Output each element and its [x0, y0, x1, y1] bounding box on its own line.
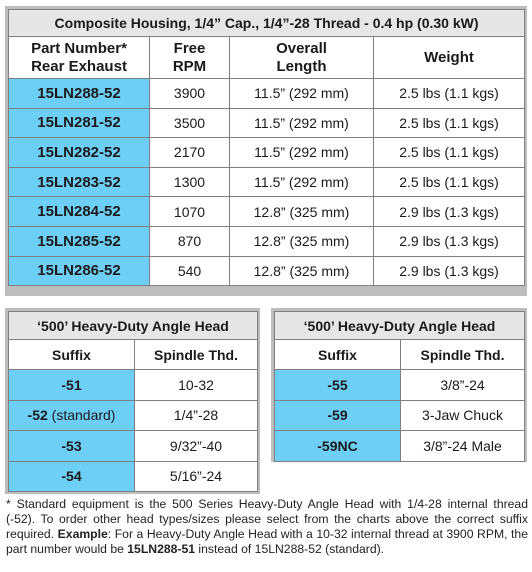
- weight-cell: 2.9 lbs (1.3 kgs): [374, 226, 525, 256]
- header-suffix: Suffix: [275, 340, 401, 370]
- table-row: [9, 370, 258, 401]
- angle-head-title: ‘500’ Heavy-Duty Angle Head: [9, 312, 258, 340]
- length-cell: 12.8” (325 mm): [230, 197, 374, 227]
- table-row: [9, 108, 525, 138]
- main-table-title: Composite Housing, 1/4” Cap., 1/4”-28 Thread - 0.4 hp (0.30 kW): [9, 10, 525, 37]
- weight-cell: 2.5 lbs (1.1 kgs): [374, 108, 525, 138]
- rpm-cell: 540: [150, 256, 230, 286]
- header-suffix: Suffix: [9, 340, 135, 370]
- header-part-number: Part Number* Rear Exhaust: [9, 37, 150, 79]
- angle-head-table-left-panel: [5, 308, 260, 494]
- weight-cell: 2.5 lbs (1.1 kgs): [374, 167, 525, 197]
- header-weight: Weight: [374, 37, 525, 79]
- table-row: [9, 226, 525, 256]
- header-overall-length: Overall Length: [230, 37, 374, 79]
- part-number-cell: 15LN284-52: [9, 197, 150, 227]
- rpm-cell: 3900: [150, 79, 230, 109]
- spindle-thread-cell: 9/32”-40: [135, 431, 258, 462]
- header-spindle-thread: Spindle Thd.: [401, 340, 525, 370]
- angle-head-table-right: [274, 311, 525, 462]
- table-row: [275, 431, 525, 462]
- angle-head-table-left: [8, 311, 258, 492]
- spindle-thread-cell: 3/8”-24 Male: [401, 431, 525, 462]
- table-row: [9, 197, 525, 227]
- part-number-cell: 15LN281-52: [9, 108, 150, 138]
- length-cell: 11.5” (292 mm): [230, 79, 374, 109]
- rpm-cell: 1300: [150, 167, 230, 197]
- rpm-cell: 2170: [150, 138, 230, 168]
- example-part-number: 15LN288-51: [127, 542, 196, 556]
- table-row: [275, 400, 525, 431]
- part-number-cell: 15LN283-52: [9, 167, 150, 197]
- table-row: [9, 138, 525, 168]
- main-spec-table: [8, 9, 525, 286]
- table-row: [9, 400, 258, 431]
- spindle-thread-cell: 1/4”-28: [135, 400, 258, 431]
- rpm-cell: 1070: [150, 197, 230, 227]
- spindle-thread-cell: 10-32: [135, 370, 258, 401]
- suffix-cell: -51: [9, 370, 135, 401]
- table-row: [9, 167, 525, 197]
- header-free-rpm: Free RPM: [150, 37, 230, 79]
- weight-cell: 2.5 lbs (1.1 kgs): [374, 79, 525, 109]
- angle-head-title: ‘500’ Heavy-Duty Angle Head: [275, 312, 525, 340]
- header-spindle-thread: Spindle Thd.: [135, 340, 258, 370]
- suffix-cell: -59NC: [275, 431, 401, 462]
- suffix-cell: -53: [9, 431, 135, 462]
- table-row: [275, 370, 525, 401]
- table-row: [9, 256, 525, 286]
- suffix-cell: -54: [9, 461, 135, 492]
- footnote: * Standard equipment is the 500 Series Heavy-Duty Angle Head with 1/4-28 internal thread (-52). To order other head types/sizes please select from the charts above the correct suffix required. Example: For a Heavy-Duty Angle Head with a 10-32 internal thread at 3900 RPM, the part number would be 15LN288-51 instead of 15LN288-52 (standard).: [6, 497, 528, 556]
- spindle-thread-cell: 5/16”-24: [135, 461, 258, 492]
- length-cell: 12.8” (325 mm): [230, 226, 374, 256]
- rpm-cell: 870: [150, 226, 230, 256]
- length-cell: 11.5” (292 mm): [230, 167, 374, 197]
- suffix-cell: -52 (standard): [9, 400, 135, 431]
- table-row: [9, 79, 525, 109]
- suffix-cell: -55: [275, 370, 401, 401]
- length-cell: 11.5” (292 mm): [230, 108, 374, 138]
- main-spec-table-panel: [5, 6, 527, 296]
- part-number-cell: 15LN286-52: [9, 256, 150, 286]
- spindle-thread-cell: 3/8”-24: [401, 370, 525, 401]
- part-number-cell: 15LN288-52: [9, 79, 150, 109]
- suffix-cell: -59: [275, 400, 401, 431]
- spindle-thread-cell: 3-Jaw Chuck: [401, 400, 525, 431]
- part-number-cell: 15LN282-52: [9, 138, 150, 168]
- angle-head-table-right-panel: [271, 308, 527, 462]
- table-row: [9, 461, 258, 492]
- table-row: [9, 431, 258, 462]
- weight-cell: 2.5 lbs (1.1 kgs): [374, 138, 525, 168]
- weight-cell: 2.9 lbs (1.3 kgs): [374, 256, 525, 286]
- length-cell: 12.8” (325 mm): [230, 256, 374, 286]
- weight-cell: 2.9 lbs (1.3 kgs): [374, 197, 525, 227]
- part-number-cell: 15LN285-52: [9, 226, 150, 256]
- rpm-cell: 3500: [150, 108, 230, 138]
- length-cell: 11.5” (292 mm): [230, 138, 374, 168]
- example-label: Example: [57, 527, 108, 541]
